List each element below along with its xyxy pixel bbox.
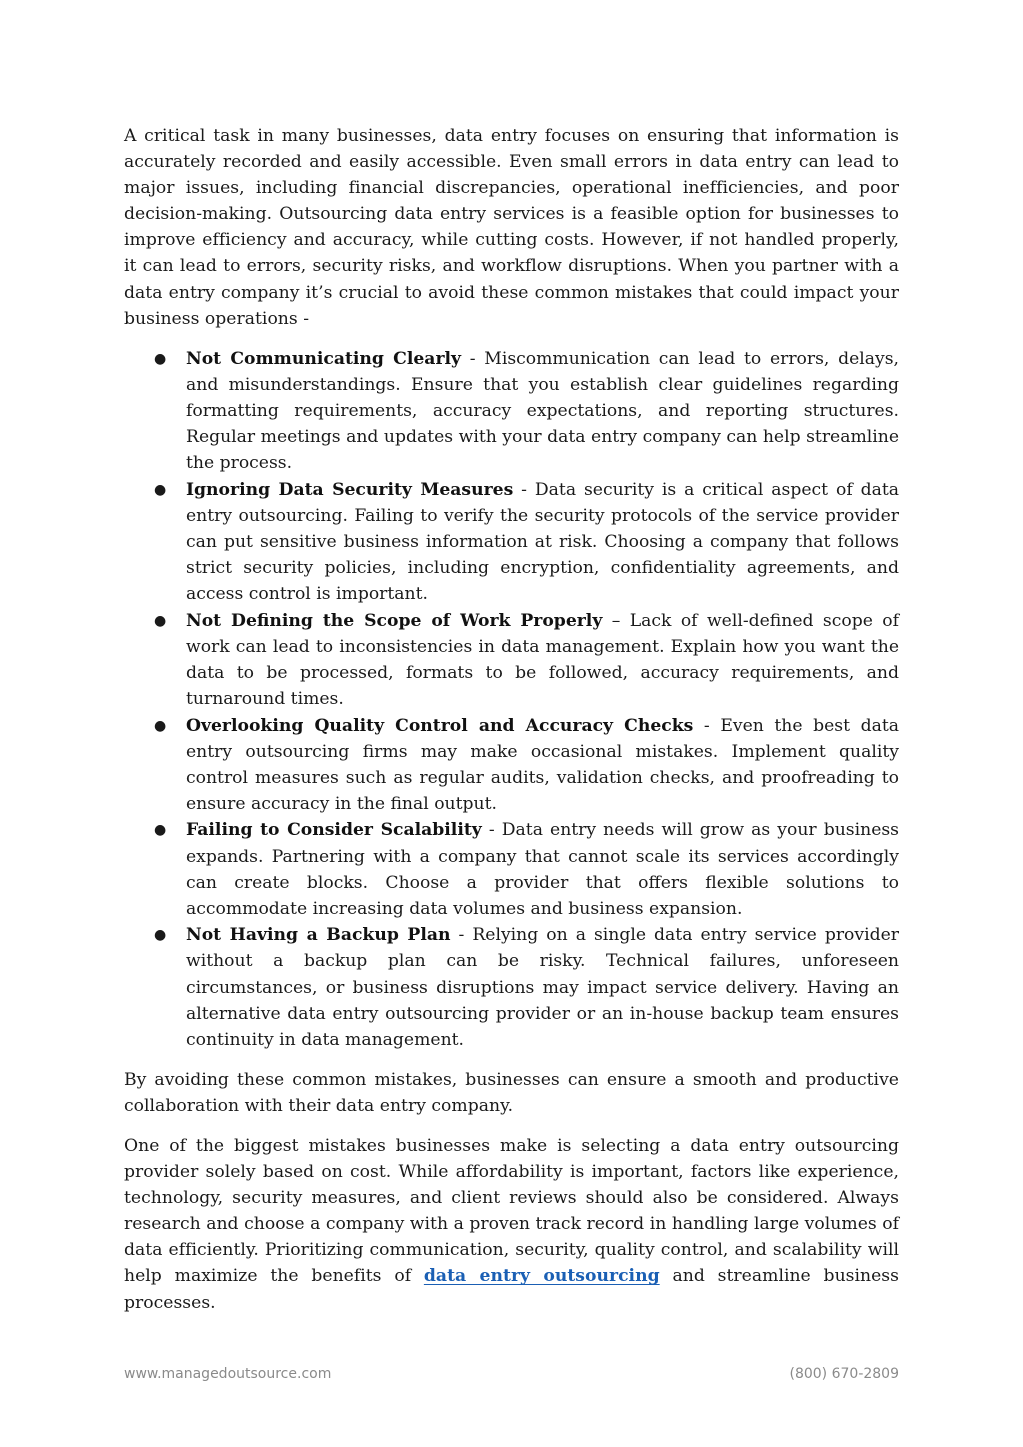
bullet-icon: ●: [154, 717, 167, 734]
list-item: [124, 817, 899, 921]
list-item-separator: -: [481, 820, 502, 841]
list-item-title: Not Having a Backup Plan: [186, 925, 451, 946]
list-item-text: Relying on a single data entry service provider without a backup plan can be risky. Technical failures, unforeseen circumstances, or business disruptions may impact service delivery. Having an alternative data entry outsourcing provider or an in-house backup team ensures continuity in data management.: [186, 925, 899, 1050]
list-item-separator: -: [450, 925, 473, 946]
list-item-separator: –: [602, 610, 630, 631]
list-item: [124, 346, 899, 476]
list-item-text: Data entry needs will grow as your business expands. Partnering with a company that cannot scale its services accordingly can create blocks. Choose a provider that offers flexible solutions to accommodate increasing data volumes and business expansion.: [186, 820, 900, 919]
list-item-text: Data security is a critical aspect of data entry outsourcing. Failing to verify the security protocols of the service provider can put sensitive business information at risk. Choosing a company that follows strict security policies, including encryption, confidentiality agreements, and access control is important.: [186, 479, 899, 605]
bullet-icon: ●: [154, 822, 167, 839]
bullet-icon: ●: [154, 612, 167, 629]
list-item-text: Miscommunication can lead to errors, delays, and misunderstandings. Ensure that you establish clear guidelines regarding formatting requirements, accuracy expectations, and reporting structures. Regular meetings and updates with your data entry company can help streamline the process.: [186, 348, 899, 474]
mistakes-list: [124, 346, 899, 1053]
list-item: [124, 477, 899, 607]
list-item: [124, 608, 899, 712]
list-item-title: Overlooking Quality Control and Accuracy Checks: [186, 715, 694, 736]
footer-phone: (800) 670-2809: [789, 1366, 899, 1382]
list-item-title: Failing to Consider Scalability: [186, 820, 482, 841]
list-item: [124, 922, 899, 1052]
bullet-icon: ●: [154, 481, 167, 498]
closing-text-after: and streamline business processes.: [124, 1266, 899, 1313]
list-item-separator: -: [513, 479, 535, 500]
footer-website: www.managedoutsource.com: [124, 1366, 332, 1382]
list-item-title: Not Defining the Scope of Work Properly: [186, 610, 603, 631]
list-item-separator: -: [693, 715, 721, 736]
list-item: [124, 713, 899, 817]
bullet-icon: ●: [154, 927, 167, 944]
list-item-title: Not Communicating Clearly: [186, 348, 462, 369]
closing-text-before: One of the biggest mistakes businesses make is selecting a data entry outsourcing provider solely based on cost. While affordability is important, factors like experience, technology, security measures, and client reviews should also be considered. Always research and choose a company with a proven track record in handling large volumes of data efficiently. Prioritizing communication, security, quality control, and scalability will help maximize the benefits of: [124, 1135, 899, 1287]
intro-paragraph: A critical task in many businesses, data entry focuses on ensuring that information is accurately recorded and easily accessible. Even small errors in data entry can lead to major issues, including financial discrepancies, operational inefficiencies, and poor decision-making. Outsourcing data entry services is a feasible option for businesses to improve efficiency and accuracy, while cutting costs. However, if not handled properly, it can lead to errors, security risks, and workflow disruptions. When you partner with a data entry company it’s crucial to avoid these common mistakes that could impact your business operations -: [124, 126, 899, 329]
list-item-text: Even the best data entry outsourcing firms may make occasional mistakes. Implement quality control measures such as regular audits, validation checks, and proofreading to ensure accuracy in the final output.: [186, 715, 900, 814]
document-page: [124, 123, 899, 1330]
data-entry-outsourcing-link[interactable]: data entry outsourcing: [423, 1266, 660, 1287]
closing-paragraph: [124, 1133, 899, 1316]
list-item-separator: -: [461, 348, 485, 369]
list-item-title: Ignoring Data Security Measures: [186, 479, 514, 500]
bullet-icon: ●: [154, 350, 167, 367]
summary-paragraph: By avoiding these common mistakes, businesses can ensure a smooth and productive collaboration with their data entry company.: [124, 1069, 899, 1116]
page-footer: [124, 1366, 899, 1386]
list-item-text: Lack of well-defined scope of work can lead to inconsistencies in data management. Explain how you want the data to be processed, formats to be followed, accuracy requirements, and turnaround times.: [186, 610, 899, 709]
